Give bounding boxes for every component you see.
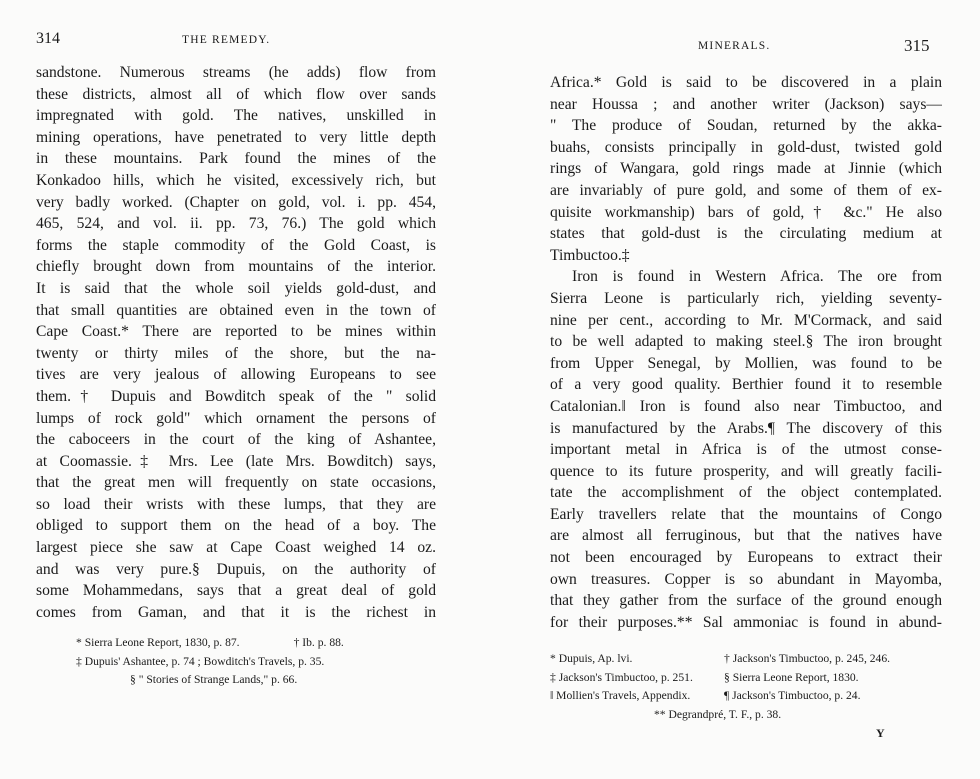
footnote: ** Degrandpré, T. F., p. 38. bbox=[654, 707, 782, 721]
text-line: Catalonian.‖ Iron is found also near Timbuctoo, and bbox=[550, 397, 942, 415]
text-line: from Upper Senegal, by Mollien, was found to be bbox=[550, 354, 942, 372]
text-line: mining operations, have penetrated to very little depth bbox=[36, 128, 436, 146]
page-number: 315 bbox=[904, 36, 930, 55]
footnote-row bbox=[36, 653, 436, 672]
text-line: are almost all ferruginous, but that the natives have bbox=[550, 527, 942, 545]
text-line: Early travellers relate that the mountains of Congo bbox=[550, 505, 942, 523]
footnote: † Jackson's Timbuctoo, p. 245, 246. bbox=[724, 652, 891, 665]
left-page bbox=[0, 0, 470, 779]
text-line: near Houssa ; and another writer (Jackson) says— bbox=[550, 95, 942, 113]
text-line: rings of Wangara, gold rings made at Jinnie (which bbox=[550, 160, 942, 178]
footnote-row bbox=[36, 634, 436, 653]
text-line: for their purposes.** Sal ammoniac is found in abund- bbox=[550, 613, 942, 631]
footnote: § Sierra Leone Report, 1830. bbox=[724, 670, 859, 684]
text-line: forms the staple commodity of the Gold Coast, is bbox=[36, 236, 436, 254]
text-line: twenty or thirty miles of the shore, but the na- bbox=[36, 344, 436, 362]
signature-mark: Y bbox=[876, 726, 885, 740]
body-text bbox=[36, 62, 436, 623]
text-line: these districts, almost all of which flow over sands bbox=[36, 85, 436, 103]
running-title: THE REMEDY. bbox=[182, 34, 271, 46]
text-line: Cape Coast.* There are reported to be mines within bbox=[36, 323, 436, 341]
right-page bbox=[520, 0, 980, 779]
footnote: † Ib. p. 88. bbox=[293, 636, 344, 649]
text-line: some Mohammedans, says that a great deal of gold bbox=[36, 582, 436, 600]
footnotes bbox=[550, 650, 970, 724]
text-line: Konkadoo hills, which he visited, excessively rich, but bbox=[36, 171, 436, 189]
text-line: quisite workmanship) bars of gold,† &c." He also bbox=[550, 203, 942, 221]
text-line: quence to its future prosperity, and will greatly facili- bbox=[550, 462, 942, 480]
text-line: nine per cent., according to Mr. M'Cormack, and said bbox=[550, 311, 942, 329]
text-line: " The produce of Soudan, returned by the akka- bbox=[550, 117, 942, 135]
text-line: tate the accomplishment of the object contemplated. bbox=[550, 484, 942, 502]
text-line: sandstone. Numerous streams (he adds) flow from bbox=[36, 64, 436, 81]
text-line: and was very pure.§ Dupuis, on the authority of bbox=[36, 560, 436, 578]
footnote-row bbox=[550, 650, 970, 669]
text-line: buahs, consists principally in gold-dust, twisted gold bbox=[550, 138, 942, 156]
footnote: * Sierra Leone Report, 1830, p. 87. bbox=[76, 636, 240, 649]
text-line: not been encouraged by Europeans to extract their bbox=[550, 549, 942, 567]
text-line: It is said that the whole soil yields gold-dust, and bbox=[36, 279, 436, 297]
page-number: 314 bbox=[36, 30, 60, 47]
text-line: the caboceers in the court of the king of Ashantee, bbox=[36, 431, 436, 449]
footnote: * Dupuis, Ap. lvi. bbox=[550, 652, 633, 665]
text-line: own treasures. Copper is so abundant in Mayomba, bbox=[550, 570, 942, 588]
text-line: to be well adapted to making steel.§ The iron brought bbox=[550, 333, 942, 351]
text-line: tives are very jealous of allowing Europeans to see bbox=[36, 366, 436, 384]
text-line: chiefly brought down from mountains of the interior. bbox=[36, 258, 436, 276]
footnote-row bbox=[36, 671, 436, 690]
text-line: them.† Dupuis and Bowditch speak of the " solid bbox=[36, 387, 436, 405]
text-line: Iron is found in Western Africa. The ore from bbox=[572, 268, 942, 286]
text-line: very badly worked. (Chapter on gold, vol. i. pp. 454, bbox=[36, 193, 436, 211]
text-line: impregnated with gold. The natives, unskilled in bbox=[36, 107, 436, 125]
text-line: is manufactured by the Arabs.¶ The discovery of this bbox=[550, 419, 942, 437]
text-line: largest piece she saw at Cape Coast weighed 14 oz. bbox=[36, 539, 436, 557]
footnote: ¶ Jackson's Timbuctoo, p. 24. bbox=[724, 689, 861, 702]
footnote: ‡ Jackson's Timbuctoo, p. 251. bbox=[550, 670, 693, 684]
footnote: ‖ Mollien's Travels, Appendix. bbox=[550, 689, 691, 702]
running-title: MINERALS. bbox=[698, 40, 771, 52]
text-line: Africa.* Gold is said to be discovered in a plain bbox=[550, 74, 942, 91]
footnote-row bbox=[550, 706, 970, 725]
text-line: comes from Gaman, and that it is the richest in bbox=[36, 603, 436, 621]
text-line: Sierra Leone is particularly rich, yielding seventy- bbox=[550, 289, 942, 307]
text-line: that small quantities are obtained even in the town of bbox=[36, 301, 436, 319]
text-line: obliged to support them on the head of a boy. The bbox=[36, 517, 436, 535]
text-line: so load their wrists with these lumps, that they are bbox=[36, 495, 436, 513]
text-line: are invariably of pure gold, and some of them of ex- bbox=[550, 181, 942, 199]
footnote-row bbox=[550, 669, 970, 688]
text-line: Timbuctoo.‡ bbox=[550, 246, 630, 264]
footnote-row bbox=[550, 687, 970, 706]
text-line: of a very good quality. Berthier found it to resemble bbox=[550, 376, 942, 394]
text-line: important metal in Africa is of the utmost conse- bbox=[550, 441, 942, 459]
text-line: 465, 524, and vol. ii. pp. 73, 76.) The gold which bbox=[36, 215, 436, 233]
footnotes bbox=[36, 634, 436, 690]
footnote: ‡ Dupuis' Ashantee, p. 74 ; Bowditch's Travels, p. 35. bbox=[76, 654, 325, 668]
footnote: § " Stories of Strange Lands," p. 66. bbox=[130, 673, 298, 686]
text-line: states that gold-dust is the circulating medium at bbox=[550, 225, 942, 243]
text-line: that they gather from the surface of the ground enough bbox=[550, 592, 942, 610]
text-line: in these mountains. Park found the mines of the bbox=[36, 150, 436, 168]
text-line: lumps of rock gold" which ornament the persons of bbox=[36, 409, 436, 427]
body-text bbox=[550, 72, 942, 633]
text-line: that the great men will frequently on state occasions, bbox=[36, 474, 436, 492]
text-line: at Coomassie.‡ Mrs. Lee (late Mrs. Bowditch) says, bbox=[36, 452, 436, 470]
